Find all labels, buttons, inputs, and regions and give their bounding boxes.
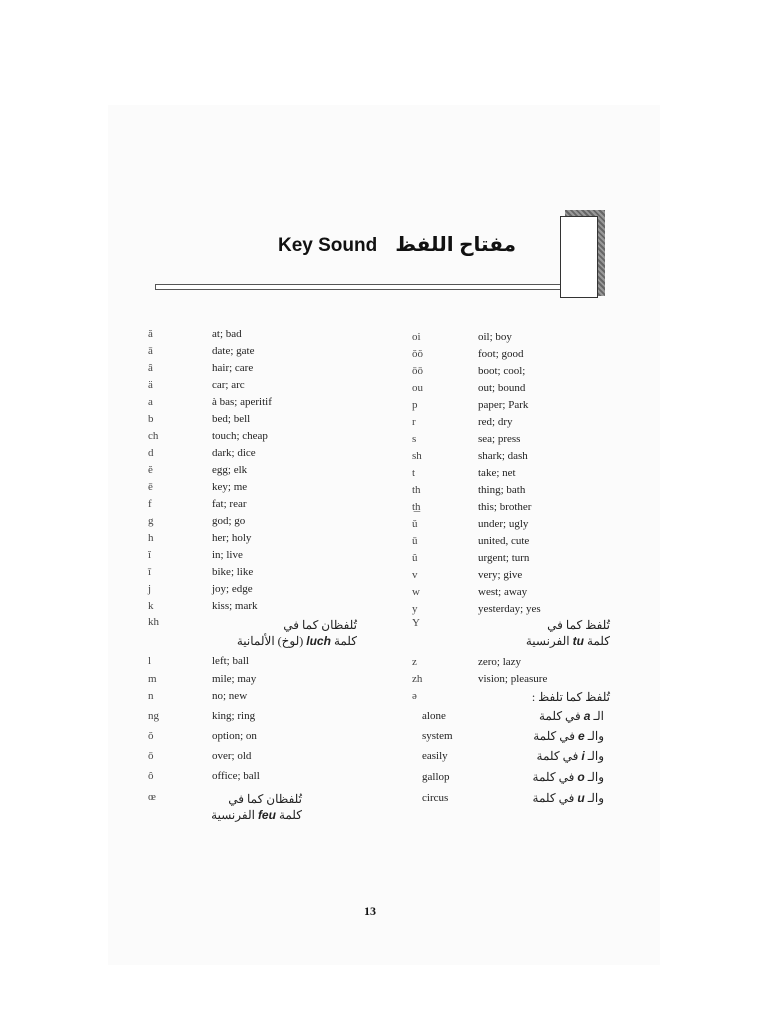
- example-words: office; ball: [212, 770, 260, 782]
- pronunciation-symbol: ŏ: [148, 730, 154, 742]
- ar-suffix: في كلمة: [539, 709, 581, 723]
- example-words: à bas; aperitif: [212, 396, 272, 408]
- page-number: 13: [364, 904, 376, 918]
- pronunciation-symbol: ū: [412, 535, 418, 547]
- pronunciation-symbol: ä: [148, 379, 153, 391]
- example-words: under; ugly: [478, 518, 529, 530]
- pronunciation-symbol: ĭ: [148, 549, 152, 561]
- schwa-arabic-note: [514, 791, 604, 806]
- schwa-note: تُلفظ كما تلفظ :: [531, 690, 610, 704]
- pronunciation-symbol: ŭ: [412, 518, 418, 530]
- ar-prefix: الـ: [593, 709, 604, 723]
- pronunciation-symbol: ŏŏ: [412, 348, 423, 360]
- vowel-letter: i: [581, 749, 585, 763]
- pronunciation-symbol: w: [412, 586, 420, 598]
- example-words: sea; press: [478, 433, 521, 445]
- example-words: yesterday; yes: [478, 603, 541, 615]
- pronunciation-symbol: ōō: [412, 365, 423, 377]
- pronunciation-symbol: oi: [412, 331, 421, 343]
- note-prefix: كلمة: [333, 634, 357, 648]
- ar-suffix: في كلمة: [536, 749, 579, 763]
- pronunciation-symbol: ō: [148, 750, 154, 762]
- note-suffix: الفرنسية: [525, 634, 570, 648]
- pronunciation-symbol: h: [148, 532, 154, 544]
- schwa-example-word: alone: [422, 710, 446, 722]
- vowel-letter: a: [583, 709, 591, 723]
- note-foreign-word: tu: [572, 634, 584, 648]
- example-words: bike; like: [212, 566, 254, 578]
- pronunciation-symbol: ou: [412, 382, 423, 394]
- pronunciation-symbol: a: [148, 396, 153, 408]
- pronunciation-symbol: y: [412, 603, 418, 615]
- pronunciation-symbol: ă: [148, 328, 153, 340]
- example-words: shark; dash: [478, 450, 528, 462]
- pronunciation-symbol: s: [412, 433, 417, 445]
- example-words: take; net: [478, 467, 516, 479]
- example-words: at; bad: [212, 328, 242, 340]
- example-words: car; arc: [212, 379, 245, 391]
- pronunciation-symbol: ĕ: [148, 464, 153, 476]
- pronunciation-symbol: b: [148, 413, 154, 425]
- example-words: egg; elk: [212, 464, 248, 476]
- example-words: touch; cheap: [212, 430, 268, 442]
- page-title: [278, 232, 516, 257]
- pronunciation-symbol: ē: [148, 481, 153, 493]
- example-words: over; old: [212, 750, 252, 762]
- title-english: Key Sound: [278, 235, 378, 256]
- example-words: oil; boy: [478, 331, 512, 343]
- arabic-note-line: [450, 634, 610, 649]
- pronunciation-symbol: kh: [148, 616, 159, 628]
- example-words: god; go: [212, 515, 246, 527]
- example-words: her; holy: [212, 532, 252, 544]
- pronunciation-symbol: j: [148, 583, 152, 595]
- example-words: joy; edge: [212, 583, 253, 595]
- note-foreign-word: luch: [306, 634, 331, 648]
- example-words: thing; bath: [478, 484, 526, 496]
- example-words: bed; bell: [212, 413, 251, 425]
- ar-suffix: في كلمة: [533, 729, 575, 743]
- schwa-example-word: system: [422, 730, 453, 742]
- example-words: west; away: [478, 586, 528, 598]
- pronunciation-symbol: z: [412, 656, 417, 668]
- example-words: this; brother: [478, 501, 532, 513]
- arabic-note-line: تُلفظان كما في: [228, 792, 302, 806]
- example-words: very; give: [478, 569, 523, 581]
- ar-prefix: والـ: [587, 791, 604, 805]
- ar-prefix: والـ: [587, 749, 604, 763]
- arabic-note-line: [142, 808, 302, 823]
- ar-prefix: والـ: [587, 770, 604, 784]
- example-words: dark; dice: [212, 447, 256, 459]
- pronunciation-symbol: sh: [412, 450, 422, 462]
- pronunciation-symbol: th: [412, 484, 421, 496]
- pronunciation-symbol: t͟h: [412, 501, 421, 513]
- pronunciation-symbol: m: [148, 673, 157, 685]
- schwa-example-word: gallop: [422, 771, 450, 783]
- vowel-letter: o: [577, 770, 585, 784]
- header-box: [560, 216, 598, 298]
- pronunciation-symbol: g: [148, 515, 154, 527]
- pronunciation-symbol: ô: [148, 770, 154, 782]
- ar-suffix: في كلمة: [532, 770, 575, 784]
- arabic-note-line: تُلفظ كما في: [547, 618, 610, 632]
- example-words: out; bound: [478, 382, 526, 394]
- example-words: zero; lazy: [478, 656, 522, 668]
- schwa-example-word: circus: [422, 792, 449, 804]
- example-words: hair; care: [212, 362, 254, 374]
- example-words: united, cute: [478, 535, 530, 547]
- note-prefix: كلمة: [586, 634, 610, 648]
- example-words: mile; may: [212, 673, 257, 685]
- example-words: boot; cool;: [478, 365, 526, 377]
- example-words: left; ball: [212, 655, 249, 667]
- pronunciation-symbol: f: [148, 498, 152, 510]
- vowel-letter: u: [577, 791, 585, 805]
- pronunciation-symbol: n: [148, 690, 154, 702]
- schwa-arabic-note: [514, 729, 604, 744]
- pronunciation-symbol: Y: [412, 617, 420, 629]
- example-words: date; gate: [212, 345, 255, 357]
- pronunciation-symbol: û: [412, 552, 418, 564]
- pronunciation-symbol: r: [412, 416, 416, 428]
- header-rule: [155, 284, 560, 290]
- vowel-letter: e: [578, 729, 585, 743]
- example-words: red; dry: [478, 416, 513, 428]
- pronunciation-symbol: zh: [412, 673, 423, 685]
- pronunciation-symbol: d: [148, 447, 154, 459]
- example-words: kiss; mark: [212, 600, 258, 612]
- schwa-arabic-note: [514, 749, 604, 764]
- pronunciation-symbol: ə: [412, 690, 417, 702]
- schwa-arabic-note: [514, 709, 604, 724]
- title-arabic: مفتاح اللفظ: [395, 234, 516, 256]
- pronunciation-symbol: â: [148, 362, 153, 374]
- example-words: paper; Park: [478, 399, 529, 411]
- pronunciation-symbol: ch: [148, 430, 159, 442]
- example-words: king; ring: [212, 710, 256, 722]
- pronunciation-symbol: ī: [148, 566, 152, 578]
- pronunciation-symbol: œ: [148, 791, 156, 803]
- example-words: urgent; turn: [478, 552, 530, 564]
- note-prefix: كلمة: [278, 808, 302, 822]
- note-suffix: (لوخ) الألمانية: [236, 634, 304, 648]
- schwa-arabic-note: [514, 770, 604, 785]
- ar-suffix: في كلمة: [532, 791, 575, 805]
- arabic-note-line: [197, 634, 357, 649]
- pronunciation-symbol: p: [412, 399, 418, 411]
- pronunciation-symbol: v: [412, 569, 418, 581]
- example-words: no; new: [212, 690, 248, 702]
- pronunciation-symbol: t: [412, 467, 416, 479]
- pronunciation-symbol: l: [148, 655, 152, 667]
- ar-prefix: والـ: [587, 729, 604, 743]
- example-words: fat; rear: [212, 498, 247, 510]
- pronunciation-symbol: k: [148, 600, 154, 612]
- example-words: foot; good: [478, 348, 524, 360]
- note-suffix: الفرنسية: [211, 808, 255, 822]
- arabic-note-line: تُلفظان كما في: [283, 618, 357, 632]
- note-foreign-word: feu: [257, 808, 276, 822]
- pronunciation-symbol: ā: [148, 345, 153, 357]
- example-words: in; live: [212, 549, 243, 561]
- example-words: vision; pleasure: [478, 673, 548, 685]
- pronunciation-symbol: ng: [148, 710, 159, 722]
- example-words: option; on: [212, 730, 257, 742]
- schwa-example-word: easily: [422, 750, 448, 762]
- example-words: key; me: [212, 481, 248, 493]
